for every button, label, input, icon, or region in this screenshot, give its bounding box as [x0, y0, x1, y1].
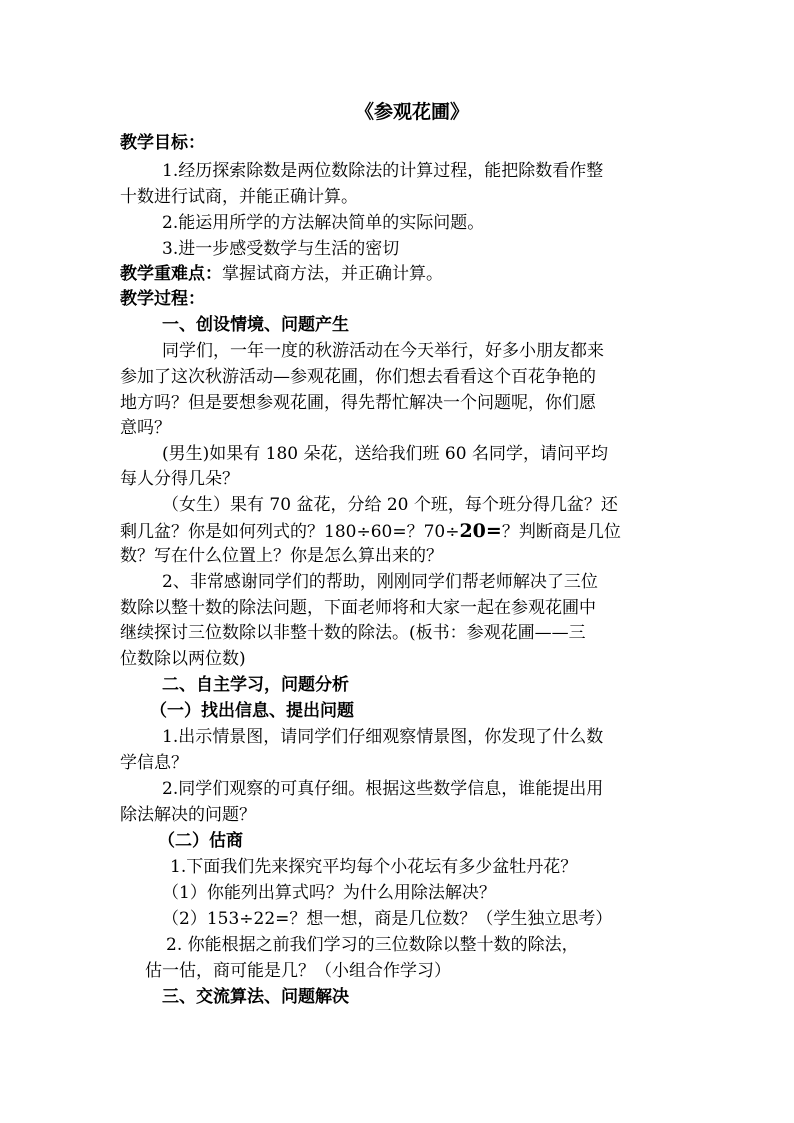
para-9: （2）153÷22=？想一想，商是几位数？（学生独立思考）	[162, 909, 613, 929]
para-6-line-1: 2.同学们观察的可真仔细。根据这些数学信息，谁能提出用	[162, 779, 604, 799]
para-4-line-3: 继续探讨三位数除以非整十数的除法。(板书：参观花圃——三	[120, 623, 586, 643]
para-5-line-1: 1.出示情景图，请同学们仔细观察情景图，你发现了什么数	[162, 727, 604, 747]
para-1-line-1: 同学们，一年一度的秋游活动在今天举行，好多小朋友都来	[162, 341, 604, 361]
para-4-line-4: 位数除以两位数)	[120, 649, 246, 669]
para-6-line-2: 除法解决的问题？	[120, 805, 256, 825]
section-1-heading: 一、创设情境、问题产生	[162, 315, 349, 335]
keypoint-text: 掌握试商方法，并正确计算。	[222, 264, 443, 284]
para-4-line-2: 数除以整十数的除法问题，下面老师将和大家一起在参观花圃中	[120, 598, 596, 618]
para-1-line-2: 参加了这次秋游活动—参观花圃，你们想去看看这个百花争艳的	[120, 367, 596, 387]
doc-title: 《参观花圃》	[355, 101, 470, 123]
para-3-line-3: 数？写在什么位置上？你是怎么算出来的？	[120, 546, 443, 566]
para-10-line-1: 2. 你能根据之前我们学习的三位数除以整十数的除法，	[166, 935, 579, 955]
para-3-line-2-start: 剩几盆？你是如何列式的？180÷60=？70÷	[120, 522, 460, 542]
para-4-line-1: 2、非常感谢同学们的帮助，刚刚同学们帮老师解决了三位	[162, 572, 598, 592]
keypoint-label: 教学重难点：	[120, 264, 222, 284]
process-heading: 教学过程：	[120, 289, 205, 309]
para-2-line-1: (男生)如果有 180 朵花，送给我们班 60 名同学，请问平均	[162, 444, 608, 464]
para-1-line-3: 地方吗？但是要想参观花圃，得先帮忙解决一个问题呢，你们愿	[120, 393, 596, 413]
para-8: （1）你能列出算式吗？为什么用除法解决？	[162, 883, 496, 903]
goal-1-line-1: 1.经历探索除数是两位数除法的计算过程，能把除数看作整	[162, 161, 604, 181]
subsection-2-heading: （二）估商	[158, 831, 243, 851]
para-2-line-2: 每人分得几朵？	[120, 469, 239, 489]
subsection-1-heading: （一）找出信息、提出问题	[150, 701, 354, 721]
para-3-line-2-end: ？判断商是几位	[501, 522, 621, 542]
goal-3: 3.进一步感受数学与生活的密切	[162, 239, 400, 259]
goal-1-line-2: 十数进行试商，并能正确计算。	[120, 187, 358, 207]
goals-heading: 教学目标：	[120, 133, 205, 153]
para-1-line-4: 意吗？	[120, 418, 171, 438]
goal-2: 2.能运用所学的方法解决简单的实际问题。	[162, 213, 485, 233]
para-5-line-2: 学信息？	[120, 753, 188, 773]
section-3-heading: 三、交流算法、问题解决	[162, 987, 349, 1007]
para-7: 1.下面我们先来探究平均每个小花坛有多少盆牡丹花？	[170, 857, 578, 877]
para-10-line-2: 估一估，商可能是几？（小组合作学习）	[145, 961, 451, 981]
section-2-heading: 二、自主学习，问题分析	[162, 675, 349, 695]
keypoint-line	[120, 262, 443, 286]
para-3-line-1: （女生）果有 70 盆花，分给 20 个班，每个班分得几盆？还	[162, 495, 618, 515]
para-3-line-2	[120, 519, 621, 544]
para-3-bold-equation: 20=	[459, 520, 502, 542]
